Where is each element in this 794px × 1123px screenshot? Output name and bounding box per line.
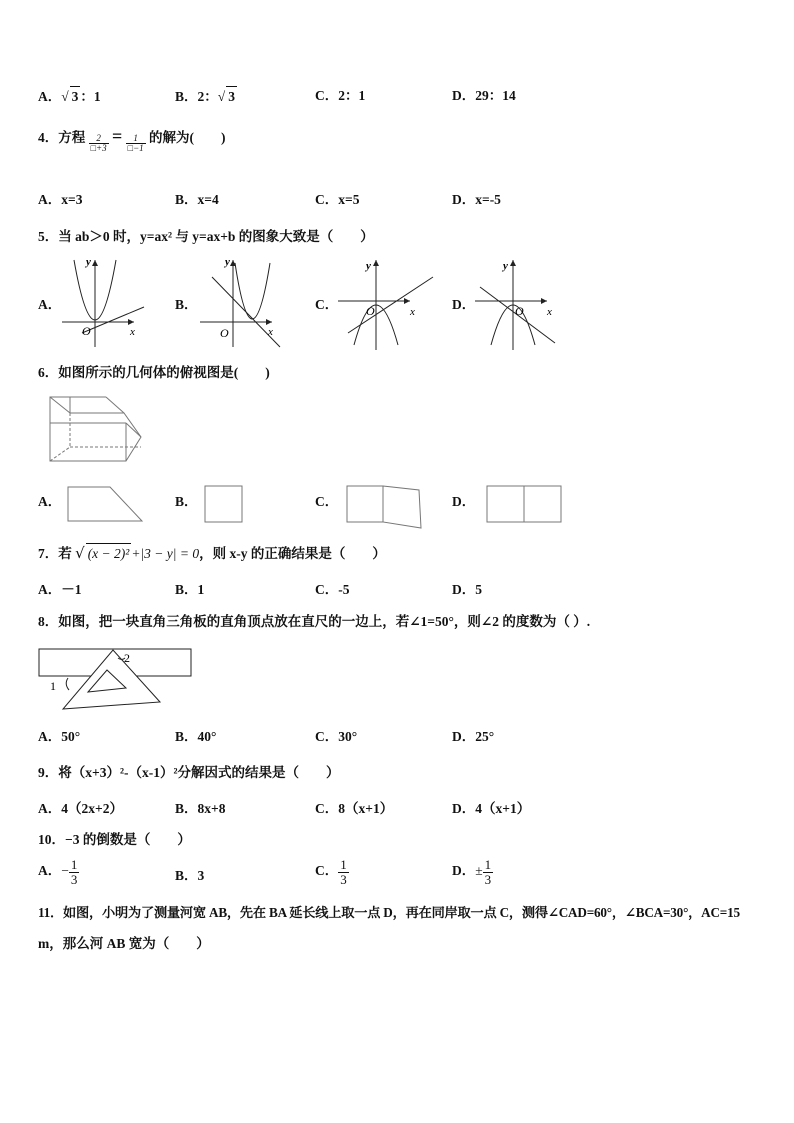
option-label: A． xyxy=(38,89,62,104)
radicand: 3 xyxy=(70,86,81,107)
y-arrow-icon xyxy=(373,260,379,266)
q4-suffix: 的解为( ) xyxy=(149,130,226,146)
q6-view-d xyxy=(485,483,565,525)
x-label: x xyxy=(130,326,135,338)
option-label: A． xyxy=(38,863,62,879)
q10-option-d[interactable] xyxy=(452,858,493,886)
graph-d xyxy=(475,255,570,350)
y-label: y xyxy=(86,256,91,268)
x-arrow-icon xyxy=(266,319,272,325)
graph-b xyxy=(200,255,285,350)
q7-prefix: 7．若 xyxy=(38,546,72,561)
radical-sign: √ xyxy=(217,89,226,104)
q5-option-b[interactable]: B． xyxy=(175,297,198,312)
denominator: □−1 xyxy=(127,143,144,154)
numerator: 2 xyxy=(89,134,109,144)
graph-a xyxy=(62,255,147,350)
q6-view-a xyxy=(66,483,146,525)
q8-option-c[interactable]: C．30° xyxy=(315,729,358,744)
q5-option-c[interactable]: C． xyxy=(315,297,339,312)
q4-question xyxy=(38,124,226,154)
q11-question-line-1: 11．如图，小明为了测量河宽 AB，先在 BA 延长线上取一点 D，再在同岸取一点 C，测得∠CAD=60°，∠BCA=30°，AC=15 xyxy=(38,905,740,920)
q4-fraction-2 xyxy=(126,134,146,154)
q3-option-b[interactable] xyxy=(175,86,237,107)
y-label: y xyxy=(503,260,508,272)
y-label: y xyxy=(225,256,230,268)
q4-fraction-1 xyxy=(89,134,109,154)
q5-option-d[interactable]: D． xyxy=(452,297,476,312)
q4-option-c[interactable]: C．x=5 xyxy=(315,192,360,207)
q9-option-b[interactable]: B．8x+8 xyxy=(175,801,226,816)
q6-view-c xyxy=(345,482,425,532)
q6-option-b[interactable]: B． xyxy=(175,494,198,509)
angle-1-label: 1 xyxy=(50,679,56,693)
y-arrow-icon xyxy=(92,260,98,266)
q7-option-b[interactable]: B．1 xyxy=(175,582,205,597)
numerator: 1 xyxy=(70,857,78,872)
q7-question xyxy=(38,543,386,564)
denominator: 3 xyxy=(70,871,78,887)
denominator: □+3 xyxy=(90,143,107,154)
q10-option-a[interactable] xyxy=(38,858,79,886)
q6-view-b xyxy=(203,483,245,525)
edge xyxy=(106,397,124,413)
edge xyxy=(50,397,70,413)
q6-solid-figure xyxy=(46,393,146,465)
q10-question: 10．−3 的倒数是（ ） xyxy=(38,832,191,847)
origin-label: O xyxy=(220,326,229,340)
x-label: x xyxy=(268,326,273,338)
denominator: 3 xyxy=(340,871,347,887)
y-label: y xyxy=(366,260,371,272)
q9-question: 9．将（x+3）²-（x-1）²分解因式的结果是（ ） xyxy=(38,765,340,780)
q6-option-c[interactable]: C． xyxy=(315,494,339,509)
q4-option-a[interactable]: A．x=3 xyxy=(38,192,83,207)
hidden-edge xyxy=(50,447,70,461)
x-arrow-icon xyxy=(541,298,547,304)
q3-option-d[interactable]: D．29：14 xyxy=(452,88,516,103)
angle-2-label: 2 xyxy=(124,651,130,665)
q4-equals: = xyxy=(112,126,123,147)
radical-sign: √ xyxy=(61,89,69,104)
fraction xyxy=(483,858,494,886)
q9-option-a[interactable]: A．4（2x+2） xyxy=(38,801,123,816)
origin-label: O xyxy=(515,304,524,318)
q3-option-c[interactable]: C．2：1 xyxy=(315,88,366,103)
q6-question: 6．如图所示的几何体的俯视图是( ) xyxy=(38,365,270,380)
x-label: x xyxy=(547,306,552,318)
option-rest: ：1 xyxy=(80,89,101,104)
numerator: 1 xyxy=(126,134,146,144)
sign: − xyxy=(61,863,69,879)
q3-option-a[interactable] xyxy=(38,86,101,107)
angle-1-arc xyxy=(66,678,69,690)
q7-radicand: (x − 2)² xyxy=(86,543,132,564)
q9-option-d[interactable]: D．4（x+1） xyxy=(452,801,531,816)
origin-label: O xyxy=(366,304,375,318)
fraction xyxy=(69,858,80,886)
fraction xyxy=(338,858,349,886)
trapezoid xyxy=(68,487,142,521)
q8-question: 8．如图，把一块直角三角板的直角顶点放在直尺的一边上，若∠1=50°，则∠2 的度数为（ ）. xyxy=(38,614,591,629)
y-arrow-icon xyxy=(510,260,516,266)
q5-question: 5．当 ab＞0 时，y=ax² 与 y=ax+b 的图象大致是（ ） xyxy=(38,229,374,244)
denominator: 3 xyxy=(484,871,492,887)
numerator: 1 xyxy=(340,857,347,872)
square xyxy=(205,486,242,522)
triangle-ruler xyxy=(63,650,160,709)
q6-option-d[interactable]: D． xyxy=(452,494,476,509)
x-arrow-icon xyxy=(404,298,410,304)
graph-c xyxy=(338,255,433,350)
radicand: 3 xyxy=(226,86,237,107)
q7-option-d[interactable]: D．5 xyxy=(452,582,482,597)
q7-suffix: ，则 x-y 的正确结果是（ ） xyxy=(199,546,386,561)
x-arrow-icon xyxy=(128,319,134,325)
q6-option-a[interactable]: A． xyxy=(38,494,62,509)
origin-label: O xyxy=(82,324,91,338)
q4-prefix: 4．方程 xyxy=(38,130,86,146)
q7-option-c[interactable]: C．-5 xyxy=(315,582,350,597)
q4-option-b[interactable]: B．x=4 xyxy=(175,192,219,207)
q8-option-b[interactable]: B．40° xyxy=(175,729,217,744)
parabola xyxy=(235,263,270,319)
q5-option-a[interactable]: A． xyxy=(38,297,62,312)
left-panel xyxy=(347,486,383,522)
q7-expr: +|3 − y| = 0 xyxy=(131,546,200,561)
option-label: D． xyxy=(452,863,476,879)
q10-option-b[interactable]: B．3 xyxy=(175,868,205,883)
q8-option-a[interactable]: A．50° xyxy=(38,729,81,744)
right-panel xyxy=(383,486,421,528)
q8-option-d[interactable]: D．25° xyxy=(452,729,495,744)
numerator: 1 xyxy=(484,857,492,872)
q4-option-d[interactable]: D．x=-5 xyxy=(452,192,501,207)
q7-option-a[interactable]: A．－1 xyxy=(38,582,82,597)
sign: ± xyxy=(475,863,483,879)
option-label: B．2： xyxy=(175,89,218,104)
line xyxy=(348,277,433,333)
q11-question-line-2: m，那么河 AB 宽为（ ） xyxy=(38,936,210,951)
x-label: x xyxy=(410,306,415,318)
q10-option-c[interactable] xyxy=(315,858,349,886)
radical-icon: √ xyxy=(75,544,85,562)
option-label: C． xyxy=(315,863,339,879)
q9-option-c[interactable]: C．8（x+1） xyxy=(315,801,394,816)
q8-figure xyxy=(38,646,198,712)
edge xyxy=(126,423,141,437)
